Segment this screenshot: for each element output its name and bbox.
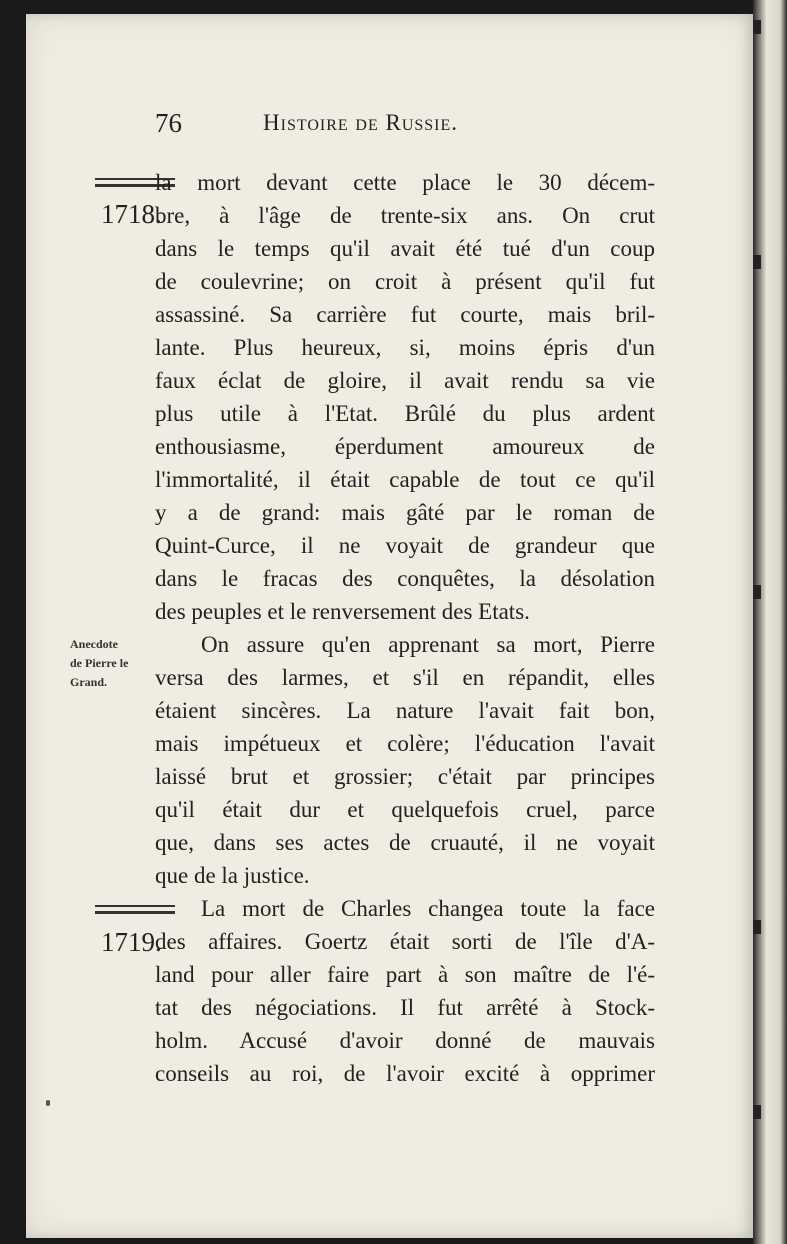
text-line: de coulevrine; on croit à présent qu'il fut <box>155 269 655 294</box>
text-line: tat des négociations. Il fut arrêté à Stock- <box>155 995 655 1020</box>
text-line: plus utile à l'Etat. Brûlé du plus ardent <box>155 401 655 426</box>
text-line: l'immortalité, il était capable de tout ce qu'il <box>155 467 655 492</box>
text-line: dans le fracas des conquêtes, la désolation <box>155 566 655 591</box>
text-line: land pour aller faire part à son maître de l'é- <box>155 962 655 987</box>
text-line: assassiné. Sa carrière fut courte, mais bril- <box>155 302 655 327</box>
text-line: qu'il était dur et quelquefois cruel, parce <box>155 797 655 822</box>
margin-note-line: Anecdote <box>70 637 118 651</box>
text-line: que de la justice. <box>155 863 310 888</box>
margin-year: 1718. <box>101 199 162 229</box>
text-line: versa des larmes, et s'il en répandit, elles <box>155 665 655 690</box>
text-line: Quint-Curce, il ne voyait de grandeur que <box>155 533 655 558</box>
margin-note <box>70 635 154 692</box>
ink-spot <box>46 1100 50 1106</box>
text-line: laissé brut et grossier; c'était par principes <box>155 764 655 789</box>
text-line: bre, à l'âge de trente-six ans. On crut <box>155 203 655 228</box>
text-line: la mort devant cette place le 30 décem- <box>155 170 655 195</box>
text-line: holm. Accusé d'avoir donné de mauvais <box>155 1028 655 1053</box>
book-edge <box>753 0 787 1244</box>
running-header <box>155 108 675 144</box>
text-line: étaient sincères. La nature l'avait fait bon, <box>155 698 655 723</box>
running-title: Histoire de Russie. <box>263 110 459 135</box>
text-line: faux éclat de gloire, il avait rendu sa vie <box>155 368 655 393</box>
text-line: que, dans ses actes de cruauté, il ne voyait <box>155 830 655 855</box>
text-line: enthousiasme, éperdument amoureux de <box>155 434 655 459</box>
margin-note-line: de Pierre le <box>70 656 129 670</box>
margin-note-line: Grand. <box>70 675 108 689</box>
text-line: des affaires. Goertz était sorti de l'île d'A- <box>155 929 655 954</box>
text-line: conseils au roi, de l'avoir excité à opprimer <box>155 1061 655 1086</box>
text-line: dans le temps qu'il avait été tué d'un coup <box>155 236 655 261</box>
text-line: On assure qu'en apprenant sa mort, Pierre <box>201 632 655 657</box>
text-line: La mort de Charles changea toute la face <box>201 896 655 921</box>
text-line: mais impétueux et colère; l'éducation l'avait <box>155 731 655 756</box>
text-line: lante. Plus heureux, si, moins épris d'un <box>155 335 655 360</box>
margin-year: 1719. <box>101 927 162 957</box>
page-number: 76 <box>155 108 182 138</box>
text-line: des peuples et le renversement des Etats. <box>155 599 530 624</box>
text-line: y a de grand: mais gâté par le roman de <box>155 500 655 525</box>
